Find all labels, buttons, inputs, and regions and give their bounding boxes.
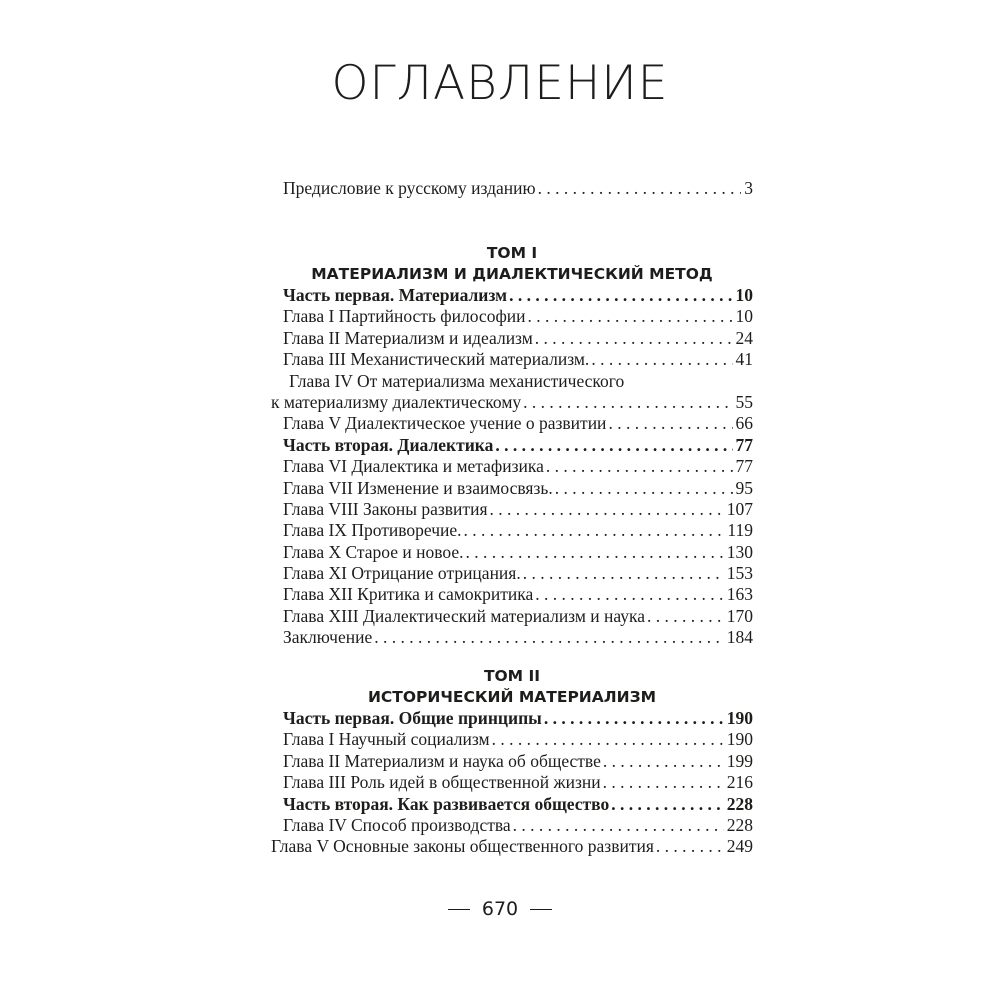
toc-entry-page: 3 [744,178,753,198]
toc-entry-v1-ch4-line2[interactable] [271,392,753,413]
toc-entry-v2-part1[interactable] [271,708,753,729]
toc-leader-dots [608,413,732,434]
toc-entry-v1-ch2[interactable] [271,328,753,349]
toc-entry-page: 77 [735,434,753,455]
page-title: ОГЛАВЛЕНИЕ [331,56,669,111]
volume1-section [271,243,753,649]
toc-entry-page: 10 [735,285,753,305]
toc-entry-label: Глава V Основные законы общественного развития [271,836,654,857]
toc-leader-dots [538,178,742,199]
toc-entry-v1-ch10[interactable] [271,542,753,563]
toc-entry-v2-ch5[interactable] [271,836,753,857]
toc-leader-dots [528,306,733,327]
toc-leader-dots [466,542,724,563]
page-number-value: 670 [481,898,519,920]
toc-entry-page: 184 [726,627,753,648]
toc-entry-label: Глава III Механистический материализм. [283,349,590,370]
volume2-subtitle: ИСТОРИЧЕСКИЙ МАТЕРИАЛИЗМ [367,688,657,706]
toc-entry-page: 119 [727,520,753,541]
toc-entry-page: 228 [726,793,753,814]
toc-entry-page: 77 [735,456,753,477]
page-number [0,898,1000,920]
toc-entry-page: 24 [735,327,753,348]
toc-entry-page: 199 [726,750,753,771]
toc-entry-label: Глава VI Диалектика и метафизика [283,456,544,477]
toc-leader-dots [492,729,724,750]
toc-leader-dots [535,584,723,605]
toc-leader-dots [513,815,724,836]
toc-leader-dots [546,456,733,477]
toc-entry-label: Часть первая. Материализм [283,285,508,305]
toc-entry-v2-part2[interactable] [271,794,753,815]
toc-entry-v2-ch1[interactable] [271,729,753,750]
toc-entry-page: 95 [735,477,753,498]
em-dash-left [448,909,470,911]
volume1-subtitle: МАТЕРИАЛИЗМ И ДИАЛЕКТИЧЕСКИЙ МЕТОД [311,265,713,283]
toc-entry-label: Глава VII Изменение и взаимосвязь. [283,477,553,498]
toc-entry-v2-ch3[interactable] [271,772,753,793]
toc-leader-dots [374,627,724,648]
toc-entry-label: Часть вторая. Диалектика [283,434,494,455]
toc-entry-v1-part2[interactable] [271,435,753,456]
toc-entry-v1-ch1[interactable] [271,306,753,327]
toc-entry-v2-ch4[interactable] [271,815,753,836]
toc-entry-v1-ch12[interactable] [271,584,753,605]
toc-leader-dots [535,328,733,349]
toc-leader-dots [603,751,724,772]
toc-entry-v1-ch9[interactable] [271,520,753,541]
toc-entry-label: Часть первая. Общие принципы [283,708,542,728]
toc-entry-page: 190 [726,729,753,750]
toc-entry-label: Глава IV Способ производства [283,814,511,835]
toc-entry-v1-ch13[interactable] [271,606,753,627]
toc-entry-page: 66 [735,413,753,434]
volume2-section [271,666,753,858]
toc-entry-label: Глава III Роль идей в общественной жизни [283,772,601,793]
toc-leader-dots [490,499,724,520]
toc-entry-v1-ch4-line1[interactable] [271,371,753,392]
volume1-heading: ТОМ I [486,244,538,262]
toc-entry-preface[interactable] [271,178,753,199]
toc-entry-page: 190 [726,708,753,728]
toc-leader-dots [603,772,724,793]
toc-entry-v1-ch3[interactable] [271,349,753,370]
toc-entry-label: Глава VIII Законы развития [283,498,488,519]
toc-entry-label: Глава I Научный социализм [283,729,490,750]
toc-entry-page: 10 [735,306,753,327]
toc-leader-dots [591,349,732,370]
toc-entry-label: Глава V Диалектическое учение о развитии [283,413,607,434]
toc-leader-dots [555,478,733,499]
toc-leader-dots [523,563,724,584]
toc-leader-dots [509,285,732,306]
toc-entry-label: Предисловие к русскому изданию [283,178,536,198]
toc-entry-page: 153 [726,563,753,584]
toc-entry-v1-ch7[interactable] [271,478,753,499]
toc-leader-dots [523,392,732,413]
toc-entry-label: Глава XI Отрицание отрицания. [283,563,521,584]
volume2-heading: ТОМ II [483,667,541,685]
toc-entry-page: 249 [726,836,753,857]
toc-entry-label: Часть вторая. Как развивается общество [283,793,610,814]
toc-entry-page: 130 [726,541,753,562]
toc-entry-page: 216 [726,772,753,793]
toc-entry-label: Глава I Партийность философии [283,306,526,327]
toc-leader-dots [647,606,724,627]
toc-entry-page: 55 [735,391,753,412]
toc-entry-v1-ch11[interactable] [271,563,753,584]
toc-entry-v1-conclusion[interactable] [271,627,753,648]
toc-preface [271,178,753,199]
toc-entry-page: 163 [726,584,753,605]
toc-leader-dots [495,435,732,456]
toc-entry-page: 228 [726,814,753,835]
toc-entry-label: Глава IV От материализма механистического [289,370,625,391]
toc-entry-label: Глава XIII Диалектический материализм и наука [283,605,646,626]
toc-entry-page: 170 [726,605,753,626]
toc-leader-dots [464,520,725,541]
toc-entry-label: к материализму диалектическому [271,391,522,412]
toc-entry-label: Заключение [283,627,373,648]
toc-leader-dots [544,708,724,729]
em-dash-right [530,909,552,911]
toc-entry-v1-ch8[interactable] [271,499,753,520]
toc-entry-label: Глава X Старое и новое. [283,541,464,562]
toc-entry-v1-ch6[interactable] [271,456,753,477]
toc-entry-v1-ch5[interactable] [271,413,753,434]
toc-entry-v2-ch2[interactable] [271,751,753,772]
toc-entry-label: Глава IX Противоречие. [283,520,462,541]
toc-entry-page: 41 [735,349,753,370]
toc-entry-label: Глава II Материализм и наука об обществе [283,750,601,771]
toc-entry-page: 107 [726,498,753,519]
toc-leader-dots [611,794,724,815]
toc-entry-v1-part1[interactable] [271,285,753,306]
toc-entry-label: Глава II Материализм и идеализм [283,327,533,348]
toc-entry-label: Глава XII Критика и самокритика [283,584,534,605]
toc-leader-dots [656,836,724,857]
